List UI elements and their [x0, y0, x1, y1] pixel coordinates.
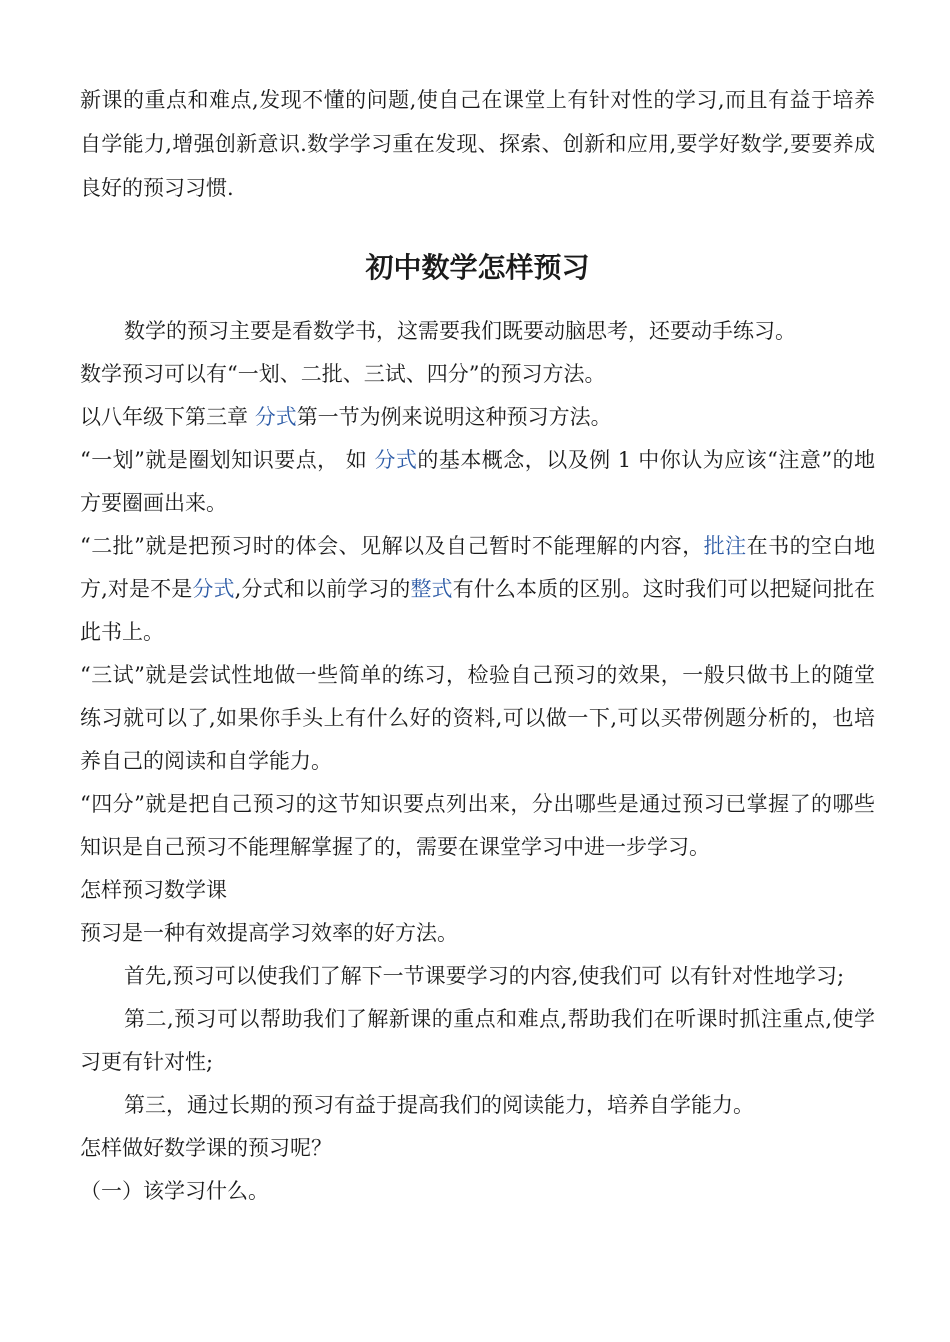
text-segment: “一划”就是圈划知识要点， 如 — [80, 448, 375, 472]
subsection-heading: （一）该学习什么。 — [80, 1179, 269, 1203]
paragraph-preview-benefit: 预习是一种有效提高学习效率的好方法。 — [80, 921, 458, 945]
text-segment: 的基本概念，以及例 1 中你认为应该“注意”的地方要圈画出来。 — [80, 448, 875, 515]
text-segment: 有什么本质的区别。这时我们可以把疑问批在此书上。 — [80, 577, 875, 644]
paragraph-first: 首先,预习可以使我们了解下一节课要学习的内容,使我们可 以有针对性地学习; — [124, 964, 845, 988]
paragraph-preview-overview: 数学的预习主要是看数学书，这需要我们既要动脑思考，还要动手练习。 — [124, 319, 796, 343]
paragraph-third: 第三，通过长期的预习有益于提高我们的阅读能力，培养自学能力。 — [124, 1093, 754, 1117]
paragraph-preview-method: 数学预习可以有“一划、二批、三试、四分”的预习方法。 — [80, 362, 606, 386]
paragraph-step-two — [80, 525, 875, 654]
document-page — [80, 78, 875, 1213]
text-segment: ,分式和以前学习的 — [234, 577, 411, 601]
paragraph-step-three: “三试”就是尝试性地做一些简单的练习，检验自己预习的效果，一般只做书上的随堂练习就可以了,如果你手头上有什么好的资料,可以做一下,可以买带例题分析的，也培养自己的阅读和自学能力。 — [80, 663, 875, 773]
paragraph-step-one — [80, 439, 875, 525]
intro-paragraph: 新课的重点和难点,发现不懂的问题,使自己在课堂上有针对性的学习,而且有益于培养自学能力,增强创新意识.数学学习重在发现、探索、创新和应用,要学好数学,要要养成良好的预习习惯. — [80, 88, 875, 200]
annotation-link[interactable]: 批注 — [703, 534, 747, 558]
fraction-link[interactable]: 分式 — [374, 448, 418, 472]
section-question: 怎样做好数学课的预习呢？ — [80, 1136, 332, 1160]
paragraph-example-chapter — [80, 396, 875, 439]
paragraph-step-four: “四分”就是把自己预习的这节知识要点列出来，分出哪些是通过预习已掌握了的哪些知识是自己预习不能理解掌握了的，需要在课堂学习中进一步学习。 — [80, 792, 875, 859]
text-segment: “二批”就是把预习时的体会、见解以及自己暂时不能理解的内容， — [80, 534, 704, 558]
fraction-link[interactable]: 分式 — [192, 577, 235, 601]
text-segment: 以八年级下第三章 — [80, 405, 255, 429]
paragraph-second: 第二,预习可以帮助我们了解新课的重点和难点,帮助我们在听课时抓注重点,使学习更有针对性; — [80, 1007, 875, 1074]
page-title: 初中数学怎样预习 — [365, 251, 590, 284]
text-segment: 在书的空白地方,对是不是 — [80, 534, 875, 601]
fraction-link[interactable]: 分式 — [254, 405, 297, 429]
text-segment: 第一节为例来说明这种预习方法。 — [296, 405, 612, 429]
section-heading: 怎样预习数学课 — [80, 878, 227, 902]
polynomial-link[interactable]: 整式 — [410, 577, 453, 601]
